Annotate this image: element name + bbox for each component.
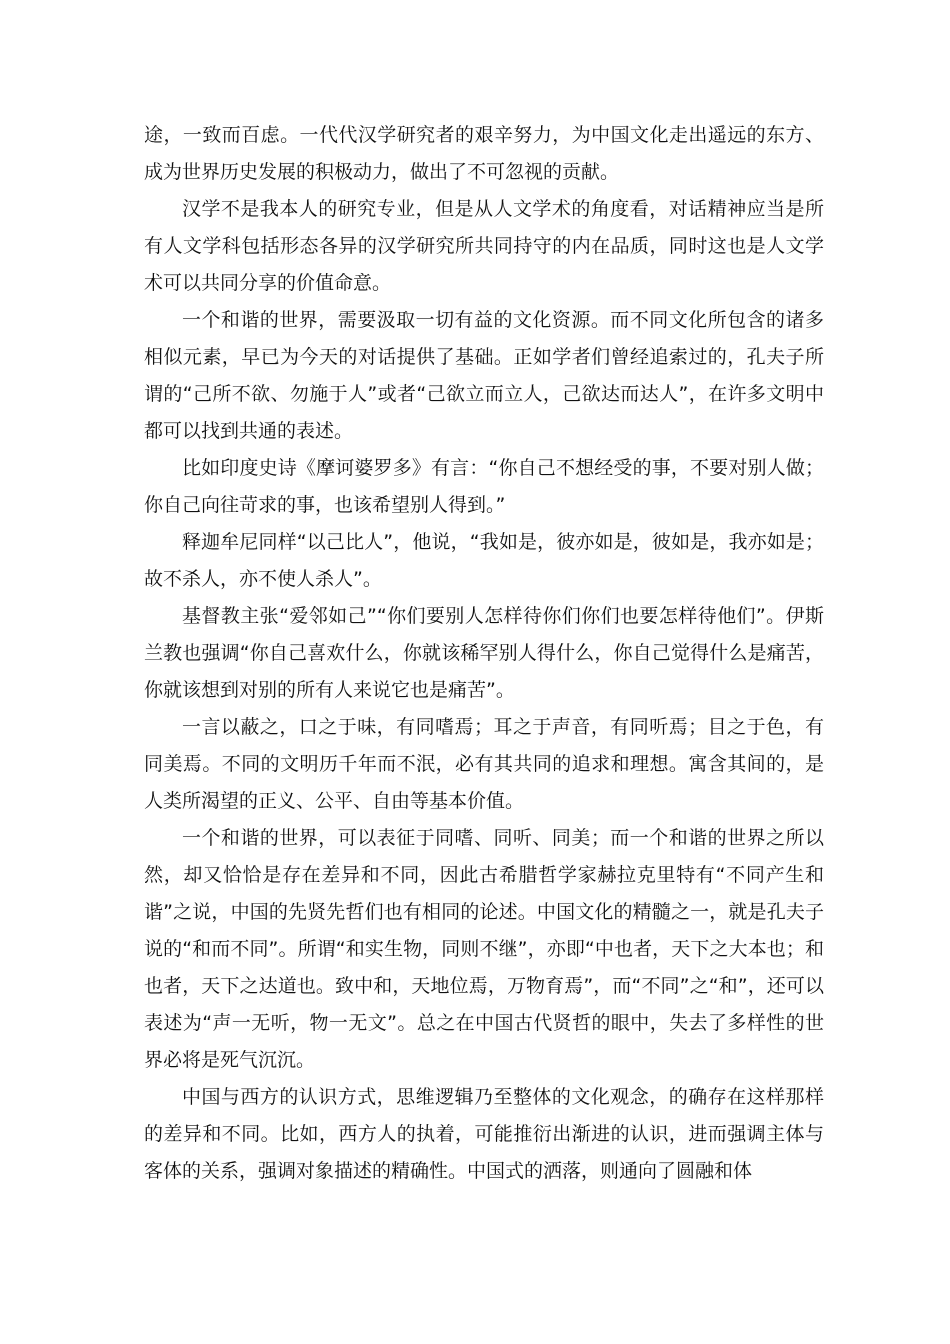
- document-body: [144, 117, 824, 1190]
- paragraph-4: 比如印度史诗《摩诃婆罗多》有言：“你自己不想经受的事，不要对别人做；你自己向往苛求的事，也该希望别人得到。”: [144, 457, 824, 516]
- paragraph-3: 一个和谐的世界，需要汲取一切有益的文化资源。而不同文化所包含的诸多相似元素，早已为今天的对话提供了基础。正如学者们曾经追索过的，孔夫子所谓的“己所不欲、勿施于人”或者“己欲立而立人，己欲达而达人”，在许多文明中都可以找到共通的表述。: [144, 309, 824, 442]
- paragraph-8: 一个和谐的世界，可以表征于同嗜、同听、同美；而一个和谐的世界之所以然，却又恰恰是存在差异和不同，因此古希腊哲学家赫拉克里特有“不同产生和谐”之说，中国的先贤先哲们也有相同的论述。中国文化的精髓之一，就是孔夫子说的“和而不同”。所谓“和实生物，同则不继”，亦即“中也者，天下之大本也；和也者，天下之达道也。致中和，天地位焉，万物育焉”，而“不同”之“和”，还可以表述为“声一无听，物一无文”。总之在中国古代贤哲的眼中，失去了多样性的世界必将是死气沉沉。: [144, 827, 824, 1071]
- paragraph-7: 一言以蔽之，口之于味，有同嗜焉；耳之于声音，有同听焉；目之于色，有同美焉。不同的文明历千年而不泯，必有其共同的追求和理想。寓含其间的，是人类所渴望的正义、公平、自由等基本价值。: [144, 716, 824, 812]
- paragraph-9: 中国与西方的认识方式，思维逻辑乃至整体的文化观念，的确存在这样那样的差异和不同。比如，西方人的执着，可能推衍出渐进的认识，进而强调主体与客体的关系，强调对象描述的精确性。中国式的洒落，则通向了圆融和体: [144, 1086, 824, 1182]
- paragraph-1: 途，一致而百虑。一代代汉学研究者的艰辛努力，为中国文化走出遥远的东方、成为世界历史发展的积极动力，做出了不可忽视的贡献。: [144, 124, 824, 183]
- paragraph-5: 释迦牟尼同样“以己比人”，他说，“我如是，彼亦如是，彼如是，我亦如是；故不杀人，亦不使人杀人”。: [144, 531, 824, 590]
- paragraph-6: 基督教主张“爱邻如己”“你们要别人怎样待你们你们也要怎样待他们”。伊斯兰教也强调“你自己喜欢什么，你就该稀罕别人得什么，你自己觉得什么是痛苦，你就该想到对别的所有人来说它也是痛苦”。: [144, 605, 824, 701]
- paragraph-2: 汉学不是我本人的研究专业，但是从人文学术的角度看，对话精神应当是所有人文学科包括形态各异的汉学研究所共同持守的内在品质，同时这也是人文学术可以共同分享的价值命意。: [144, 198, 824, 294]
